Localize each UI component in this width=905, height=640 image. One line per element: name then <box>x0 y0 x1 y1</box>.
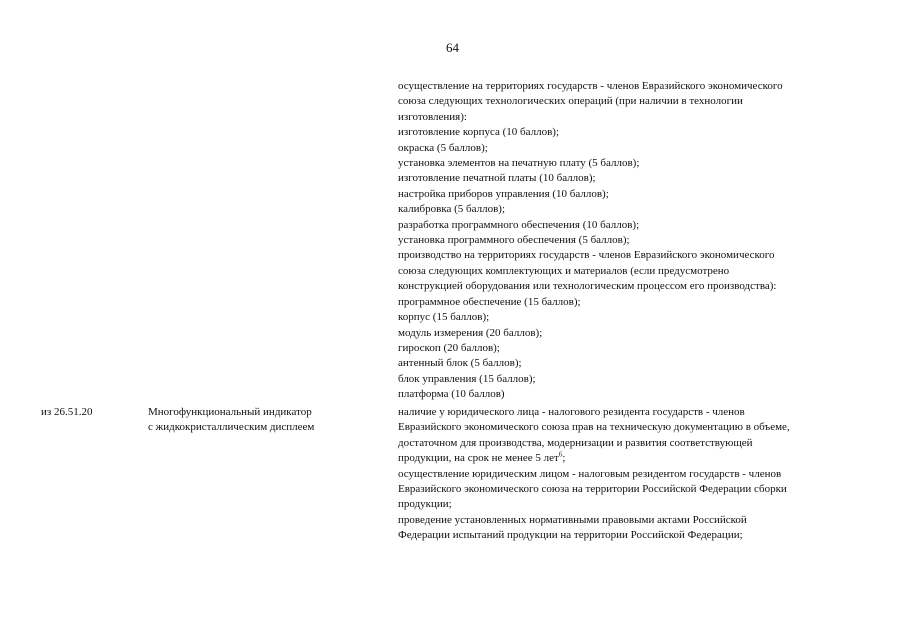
text-line: корпус (15 баллов); <box>398 311 490 324</box>
text-line: модуль измерения (20 баллов); <box>398 326 543 339</box>
text-line: разработка программного обеспечения (10 баллов); <box>398 218 640 231</box>
text-line: проведение установленных нормативными правовыми актами Российской <box>398 513 747 526</box>
continuation-requirements <box>398 79 878 403</box>
text-line: антенный блок (5 баллов); <box>398 357 522 370</box>
product-name-line: с жидкокристаллическим дисплеем <box>148 421 315 434</box>
text-line: Евразийского экономического союза прав на техническую документацию в объеме, <box>398 421 790 434</box>
text-fragment: ; <box>562 452 566 465</box>
text-line: гироскоп (20 баллов); <box>398 341 500 354</box>
text-line: изготовление печатной платы (10 баллов); <box>398 172 596 185</box>
text-line: Евразийского экономического союза на территории Российской Федерации сборки <box>398 483 787 496</box>
text-line: установка программного обеспечения (5 баллов); <box>398 234 630 247</box>
footnote-marker[interactable]: 6 <box>558 450 563 459</box>
text-line: союза следующих технологических операций (при наличии в технологии <box>398 95 743 108</box>
text-line: союза следующих комплектующих и материалов (если предусмотрено <box>398 264 730 277</box>
text-line: изготовления): <box>398 110 467 123</box>
text-line: блок управления (15 баллов); <box>398 372 536 385</box>
page-number: 64 <box>446 40 459 55</box>
product-code: из 26.51.20 <box>41 406 93 418</box>
text-line: платформа (10 баллов) <box>398 388 505 401</box>
text-line: продукции; <box>398 498 452 511</box>
text-line: Федерации испытаний продукции на территории Российской Федерации; <box>398 529 743 542</box>
text-line: осуществление юридическим лицом - налоговым резидентом государств - членов <box>398 467 782 480</box>
product-name-line: Многофункциональный индикатор <box>148 406 312 418</box>
text-line: программное обеспечение (15 баллов); <box>398 295 581 308</box>
text-line: наличие у юридического лица - налогового резидента государств - членов <box>398 406 745 418</box>
text-line: осуществление на территориях государств - членов Евразийского экономического <box>398 80 783 92</box>
product-name <box>148 405 378 436</box>
text-line-with-footnote <box>398 451 878 466</box>
text-line: настройка приборов управления (10 баллов); <box>398 187 609 200</box>
text-line: калибровка (5 баллов); <box>398 203 506 216</box>
text-line: конструкцией оборудования или технологическим процессом его производства): <box>398 280 777 293</box>
text-line: изготовление корпуса (10 баллов); <box>398 126 560 139</box>
text-line: достаточном для производства, модернизации и развития соответствующей <box>398 436 753 449</box>
text-line: окраска (5 баллов); <box>398 141 488 154</box>
entry-requirements <box>398 405 878 544</box>
text-fragment: продукции, на срок не менее 5 лет <box>398 452 559 465</box>
text-line: производство на территориях государств - членов Евразийского экономического <box>398 249 775 262</box>
text-line: установка элементов на печатную плату (5 баллов); <box>398 157 640 170</box>
